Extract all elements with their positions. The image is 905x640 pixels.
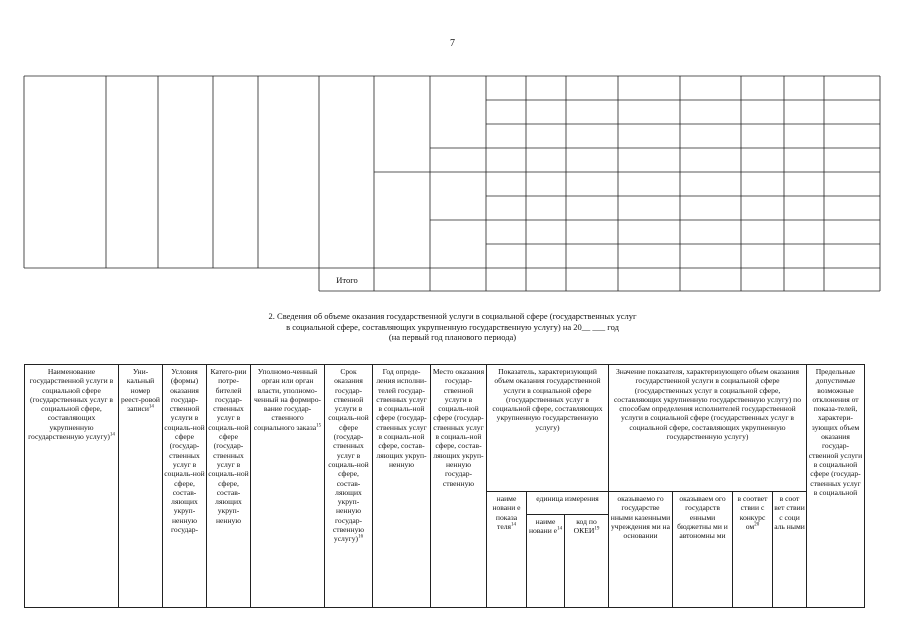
col-value-budget-institutions: оказываем ого государств енными бюджетны ми и автономны ми: [673, 492, 733, 608]
col-authorized-body: Уполномо-ченный орган или орган власти, уполномо-ченный на формиро-вание государ-ственного социального заказа$^{15}$: [251, 365, 325, 608]
col-indicator-header: Показатель, характеризующий объем оказания государственной услуги в социальной сфере (государственных услуг в социальной сфере, составляющих укрупненную государственную услугу): [487, 365, 609, 492]
section-title-line1: 2. Сведения об объеме оказания государственной услуги в социальной сфере (государственных услуг: [268, 311, 637, 321]
col-determination-year: Год опреде-ления исполни-телей государ-ственных услуг в социаль-ной сфере (государ-ственных услуг в социаль-ной сфере, состав-ляющих укруп-ненную: [373, 365, 431, 608]
col-value-social: в соот вет ствии с соци аль ными: [773, 492, 807, 608]
col-value-state-institutions: оказываемо го государстве нными казенными учреждения ми на основании: [609, 492, 673, 608]
section-title-line3: (на первый год планового периода): [388, 332, 517, 342]
top-table-grid: [0, 0, 905, 300]
section-title-line2: в социальной сфере, составляющих укрупненную государственную услугу) на 20__ ___ год: [286, 321, 619, 332]
col-service-term: Срок оказания государ-ственной услуги в социаль-ной сфере (государ-ственных услуг в социаль-ной сфере, состав-ляющих укруп-ненную государ-ственную услугу)$^{16}$: [325, 365, 373, 608]
col-service-place: Место оказания государ-ственной услуги в социаль-ной сфере (государ-ственных услуг в социаль-ной сфере, состав-ляющих укруп-ненную государ-ственную: [431, 365, 487, 608]
col-unit-code: код по ОКЕИ$^{19}$: [565, 515, 609, 608]
col-registry-number: Уни-кальный номер реест-ровой записи$^{14}$: [119, 365, 163, 608]
col-conditions: Условия (формы) оказания государ-ственной услуги в социаль-ной сфере (государ-ственных услуг в социаль-ной сфере, состав-ляющих укруп-ненную государ-: [163, 365, 207, 608]
col-indicator-name: наиме новани е показа теля$^{14}$: [487, 492, 527, 608]
total-label: Итого: [336, 275, 358, 285]
col-consumer-categories: Катего-рии потре-бителей государ-ственных услуг в социаль-ной сфере (государ-ственных услуг в социаль-ной сфере, состав-ляющих укруп-ненную: [207, 365, 251, 608]
col-value-header: Значение показателя, характеризующего объем оказания государственной услуги в социальной сфере (государственных услуг в социальной сфере, составляющих укрупненную государственную услугу) по способам определения исполнителей государственной услуги в социальной сфере (государственных услуг в социальной сфере, составляющих укрупненную государственную услугу): [609, 365, 807, 492]
col-unit-name: наиме новани $е^{14}$: [527, 515, 565, 608]
col-allowed-deviations: Предельные допустимые возможные отклонения от показа-телей, характери-зующих объем оказания государ-ственной услуги в социальной сфере (государ-ственных услуг в социальной: [807, 365, 865, 608]
page-number: 7: [450, 38, 455, 49]
col-service-name: Наименование государственной услуги в социальной сфере (государственных услуг в социальной сфере, составляющих укрупненную государственную услугу)$^{14}$: [25, 365, 119, 608]
volume-table: [24, 364, 865, 608]
section-title: [0, 311, 905, 343]
col-unit-header: единица измерения: [527, 492, 609, 515]
col-value-competition: в соответ ствии с конкурс $ом^{20}$: [733, 492, 773, 608]
